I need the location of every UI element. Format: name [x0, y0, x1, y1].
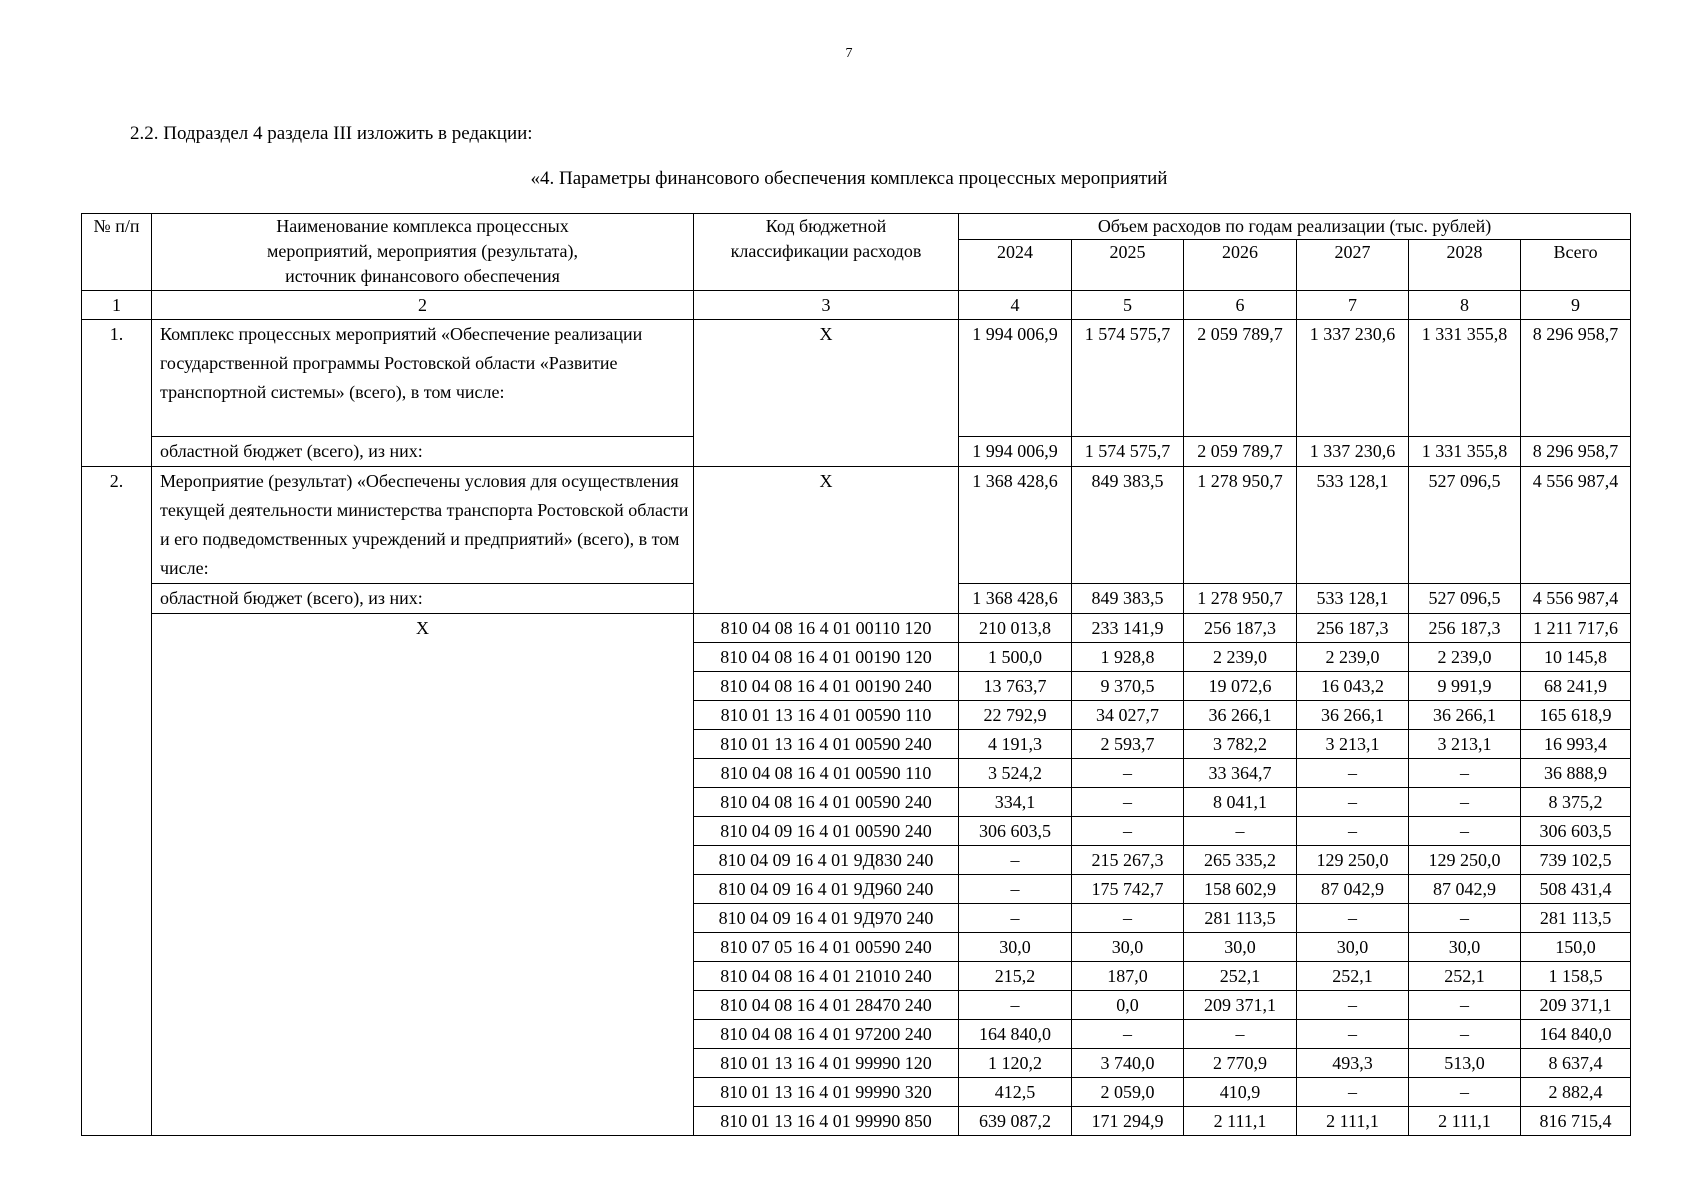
value-cell: –: [1297, 788, 1409, 817]
value-cell: 410,9: [1184, 1078, 1297, 1107]
value-cell: 2 059 789,7: [1184, 320, 1297, 437]
value-cell: 4 191,3: [959, 730, 1072, 759]
value-cell: 36 266,1: [1184, 701, 1297, 730]
value-cell: 30,0: [959, 933, 1072, 962]
value-total: 36 888,9: [1521, 759, 1631, 788]
value-total: 4 556 987,4: [1521, 467, 1631, 584]
value-cell: 0,0: [1072, 991, 1184, 1020]
budget-code: 810 01 13 16 4 01 99990 320: [694, 1078, 959, 1107]
value-total: 164 840,0: [1521, 1020, 1631, 1049]
header-year: 2027: [1297, 240, 1409, 291]
value-cell: –: [1072, 759, 1184, 788]
value-cell: –: [959, 991, 1072, 1020]
header-row: [82, 214, 1631, 240]
value-cell: 3 213,1: [1409, 730, 1521, 759]
value-total: 68 241,9: [1521, 672, 1631, 701]
value-cell: 2 239,0: [1184, 643, 1297, 672]
value-total: 165 618,9: [1521, 701, 1631, 730]
value-cell: 2 239,0: [1409, 643, 1521, 672]
value-cell: 1 337 230,6: [1297, 320, 1409, 437]
value-cell: –: [1409, 788, 1521, 817]
row-number: 2.: [82, 467, 152, 1136]
value-cell: 187,0: [1072, 962, 1184, 991]
value-cell: 9 991,9: [1409, 672, 1521, 701]
value-cell: 1 337 230,6: [1297, 437, 1409, 467]
value-total: 16 993,4: [1521, 730, 1631, 759]
value-total: 1 158,5: [1521, 962, 1631, 991]
budget-code: 810 04 08 16 4 01 97200 240: [694, 1020, 959, 1049]
section-1-code: X: [694, 320, 959, 467]
table-title: «4. Параметры финансового обеспечения комплекса процессных мероприятий: [530, 168, 1168, 189]
header-year: 2024: [959, 240, 1072, 291]
value-cell: 2 059,0: [1072, 1078, 1184, 1107]
budget-code: 810 04 08 16 4 01 28470 240: [694, 991, 959, 1020]
value-cell: –: [1409, 991, 1521, 1020]
value-cell: 158 602,9: [1184, 875, 1297, 904]
value-cell: 252,1: [1409, 962, 1521, 991]
section-1-name: Комплекс процессных мероприятий «Обеспечение реализации государственной программы Ростовской области «Развитие транспортной системы» (всего), в том числе:: [152, 320, 694, 437]
value-cell: –: [1409, 817, 1521, 846]
value-cell: 87 042,9: [1297, 875, 1409, 904]
section-1-row: [82, 320, 1631, 437]
value-cell: 281 113,5: [1184, 904, 1297, 933]
page-number: 7: [845, 46, 853, 61]
value-cell: 252,1: [1184, 962, 1297, 991]
value-cell: 210 013,8: [959, 614, 1072, 643]
column-number: 4: [959, 291, 1072, 320]
budget-code: 810 01 13 16 4 01 00590 240: [694, 730, 959, 759]
column-number: 1: [82, 291, 152, 320]
value-cell: 1 278 950,7: [1184, 467, 1297, 584]
value-total: 8 375,2: [1521, 788, 1631, 817]
value-total: 816 715,4: [1521, 1107, 1631, 1136]
value-cell: 527 096,5: [1409, 467, 1521, 584]
value-total: 508 431,4: [1521, 875, 1631, 904]
detail-label: X: [152, 614, 694, 1136]
value-total: 150,0: [1521, 933, 1631, 962]
value-cell: 16 043,2: [1297, 672, 1409, 701]
value-total: 2 882,4: [1521, 1078, 1631, 1107]
value-cell: 412,5: [959, 1078, 1072, 1107]
budget-code: 810 01 13 16 4 01 99990 850: [694, 1107, 959, 1136]
value-cell: 36 266,1: [1297, 701, 1409, 730]
value-cell: 164 840,0: [959, 1020, 1072, 1049]
value-cell: 30,0: [1409, 933, 1521, 962]
value-cell: 493,3: [1297, 1049, 1409, 1078]
value-cell: –: [1072, 788, 1184, 817]
value-cell: 849 383,5: [1072, 584, 1184, 614]
value-total: 8 296 958,7: [1521, 320, 1631, 437]
value-cell: 1 278 950,7: [1184, 584, 1297, 614]
value-cell: 3 213,1: [1297, 730, 1409, 759]
intro-paragraph: 2.2. Подраздел 4 раздела III изложить в редакции:: [130, 123, 533, 144]
header-code: Код бюджетной классификации расходов: [694, 214, 959, 291]
value-cell: –: [1409, 1020, 1521, 1049]
value-total: 8 637,4: [1521, 1049, 1631, 1078]
value-cell: 129 250,0: [1409, 846, 1521, 875]
budget-code: 810 04 09 16 4 01 9Д830 240: [694, 846, 959, 875]
value-total: 739 102,5: [1521, 846, 1631, 875]
value-cell: 9 370,5: [1072, 672, 1184, 701]
value-cell: 13 763,7: [959, 672, 1072, 701]
value-total: 8 296 958,7: [1521, 437, 1631, 467]
budget-code: 810 04 09 16 4 01 9Д970 240: [694, 904, 959, 933]
value-cell: 533 128,1: [1297, 467, 1409, 584]
value-cell: 513,0: [1409, 1049, 1521, 1078]
value-cell: –: [1072, 817, 1184, 846]
budget-code: 810 07 05 16 4 01 00590 240: [694, 933, 959, 962]
value-cell: 30,0: [1072, 933, 1184, 962]
column-number: 9: [1521, 291, 1631, 320]
value-cell: –: [1072, 904, 1184, 933]
value-cell: 334,1: [959, 788, 1072, 817]
header-volume: Объем расходов по годам реализации (тыс. рублей): [959, 214, 1631, 240]
budget-code: 810 04 09 16 4 01 9Д960 240: [694, 875, 959, 904]
budget-code: 810 01 13 16 4 01 99990 120: [694, 1049, 959, 1078]
row-number: 1.: [82, 320, 152, 467]
value-cell: –: [1297, 991, 1409, 1020]
value-cell: –: [959, 904, 1072, 933]
value-total: 4 556 987,4: [1521, 584, 1631, 614]
value-cell: –: [1297, 1020, 1409, 1049]
value-cell: –: [1409, 1078, 1521, 1107]
value-cell: –: [1297, 817, 1409, 846]
budget-code: 810 04 08 16 4 01 00190 120: [694, 643, 959, 672]
value-cell: 33 364,7: [1184, 759, 1297, 788]
budget-code: 810 04 08 16 4 01 00590 240: [694, 788, 959, 817]
value-total: 306 603,5: [1521, 817, 1631, 846]
value-total: 281 113,5: [1521, 904, 1631, 933]
value-cell: –: [1072, 1020, 1184, 1049]
value-cell: –: [1297, 1078, 1409, 1107]
value-cell: 2 593,7: [1072, 730, 1184, 759]
value-cell: 1 368 428,6: [959, 584, 1072, 614]
value-total: 1 211 717,6: [1521, 614, 1631, 643]
value-cell: 2 770,9: [1184, 1049, 1297, 1078]
budget-code: 810 04 08 16 4 01 00110 120: [694, 614, 959, 643]
budget-code: 810 04 08 16 4 01 00590 110: [694, 759, 959, 788]
value-cell: 265 335,2: [1184, 846, 1297, 875]
value-cell: 3 524,2: [959, 759, 1072, 788]
column-number: 8: [1409, 291, 1521, 320]
value-cell: 2 111,1: [1184, 1107, 1297, 1136]
section-2-row: [82, 467, 1631, 584]
value-cell: –: [959, 846, 1072, 875]
detail-row: [82, 614, 1631, 643]
section-1-budget-label: областной бюджет (всего), из них:: [152, 437, 694, 467]
value-total: 209 371,1: [1521, 991, 1631, 1020]
header-name: Наименование комплекса процессных мероприятий, мероприятия (результата), источник финансового обеспечения: [152, 214, 694, 291]
column-number: 7: [1297, 291, 1409, 320]
value-cell: 22 792,9: [959, 701, 1072, 730]
value-cell: 1 331 355,8: [1409, 437, 1521, 467]
section-2-name: Мероприятие (результат) «Обеспечены условия для осуществления текущей деятельности министерства транспорта Ростовской области и его подведомственных учреждений и предприятий» (всего), в том числе:: [152, 467, 694, 584]
budget-code: 810 04 09 16 4 01 00590 240: [694, 817, 959, 846]
value-cell: 1 331 355,8: [1409, 320, 1521, 437]
header-year: 2028: [1409, 240, 1521, 291]
value-cell: 1 994 006,9: [959, 437, 1072, 467]
value-cell: 209 371,1: [1184, 991, 1297, 1020]
value-cell: –: [1184, 817, 1297, 846]
value-cell: 2 239,0: [1297, 643, 1409, 672]
value-cell: 19 072,6: [1184, 672, 1297, 701]
value-total: 10 145,8: [1521, 643, 1631, 672]
value-cell: 36 266,1: [1409, 701, 1521, 730]
value-cell: –: [1297, 904, 1409, 933]
value-cell: 256 187,3: [1297, 614, 1409, 643]
section-2-code: X: [694, 467, 959, 614]
value-cell: 34 027,7: [1072, 701, 1184, 730]
value-cell: 87 042,9: [1409, 875, 1521, 904]
financial-table: [81, 213, 1631, 1136]
value-cell: 3 740,0: [1072, 1049, 1184, 1078]
value-cell: 1 500,0: [959, 643, 1072, 672]
value-cell: 533 128,1: [1297, 584, 1409, 614]
header-year: 2026: [1184, 240, 1297, 291]
value-cell: 1 928,8: [1072, 643, 1184, 672]
value-cell: 256 187,3: [1409, 614, 1521, 643]
value-cell: 1 574 575,7: [1072, 320, 1184, 437]
value-cell: 215 267,3: [1072, 846, 1184, 875]
header-no: № п/п: [82, 214, 152, 291]
value-cell: 8 041,1: [1184, 788, 1297, 817]
value-cell: 1 368 428,6: [959, 467, 1072, 584]
budget-code: 810 04 08 16 4 01 21010 240: [694, 962, 959, 991]
value-cell: 1 574 575,7: [1072, 437, 1184, 467]
budget-code: 810 04 08 16 4 01 00190 240: [694, 672, 959, 701]
column-number: 5: [1072, 291, 1184, 320]
value-cell: 171 294,9: [1072, 1107, 1184, 1136]
value-cell: –: [1184, 1020, 1297, 1049]
value-cell: 175 742,7: [1072, 875, 1184, 904]
value-cell: 849 383,5: [1072, 467, 1184, 584]
value-cell: 2 059 789,7: [1184, 437, 1297, 467]
value-cell: 256 187,3: [1184, 614, 1297, 643]
column-number: 3: [694, 291, 959, 320]
value-cell: 1 994 006,9: [959, 320, 1072, 437]
section-2-budget-label: областной бюджет (всего), из них:: [152, 584, 694, 614]
value-cell: –: [959, 875, 1072, 904]
header-year: 2025: [1072, 240, 1184, 291]
value-cell: –: [1409, 904, 1521, 933]
column-number: 6: [1184, 291, 1297, 320]
value-cell: 129 250,0: [1297, 846, 1409, 875]
value-cell: 639 087,2: [959, 1107, 1072, 1136]
value-cell: 1 120,2: [959, 1049, 1072, 1078]
value-cell: 30,0: [1184, 933, 1297, 962]
value-cell: 3 782,2: [1184, 730, 1297, 759]
value-cell: 306 603,5: [959, 817, 1072, 846]
value-cell: 233 141,9: [1072, 614, 1184, 643]
value-cell: –: [1409, 759, 1521, 788]
column-number: 2: [152, 291, 694, 320]
value-cell: 2 111,1: [1297, 1107, 1409, 1136]
value-cell: 2 111,1: [1409, 1107, 1521, 1136]
value-cell: 215,2: [959, 962, 1072, 991]
value-cell: 527 096,5: [1409, 584, 1521, 614]
header-total: Всего: [1521, 240, 1631, 291]
column-numbers-row: [82, 291, 1631, 320]
value-cell: 252,1: [1297, 962, 1409, 991]
value-cell: –: [1297, 759, 1409, 788]
budget-code: 810 01 13 16 4 01 00590 110: [694, 701, 959, 730]
value-cell: 30,0: [1297, 933, 1409, 962]
